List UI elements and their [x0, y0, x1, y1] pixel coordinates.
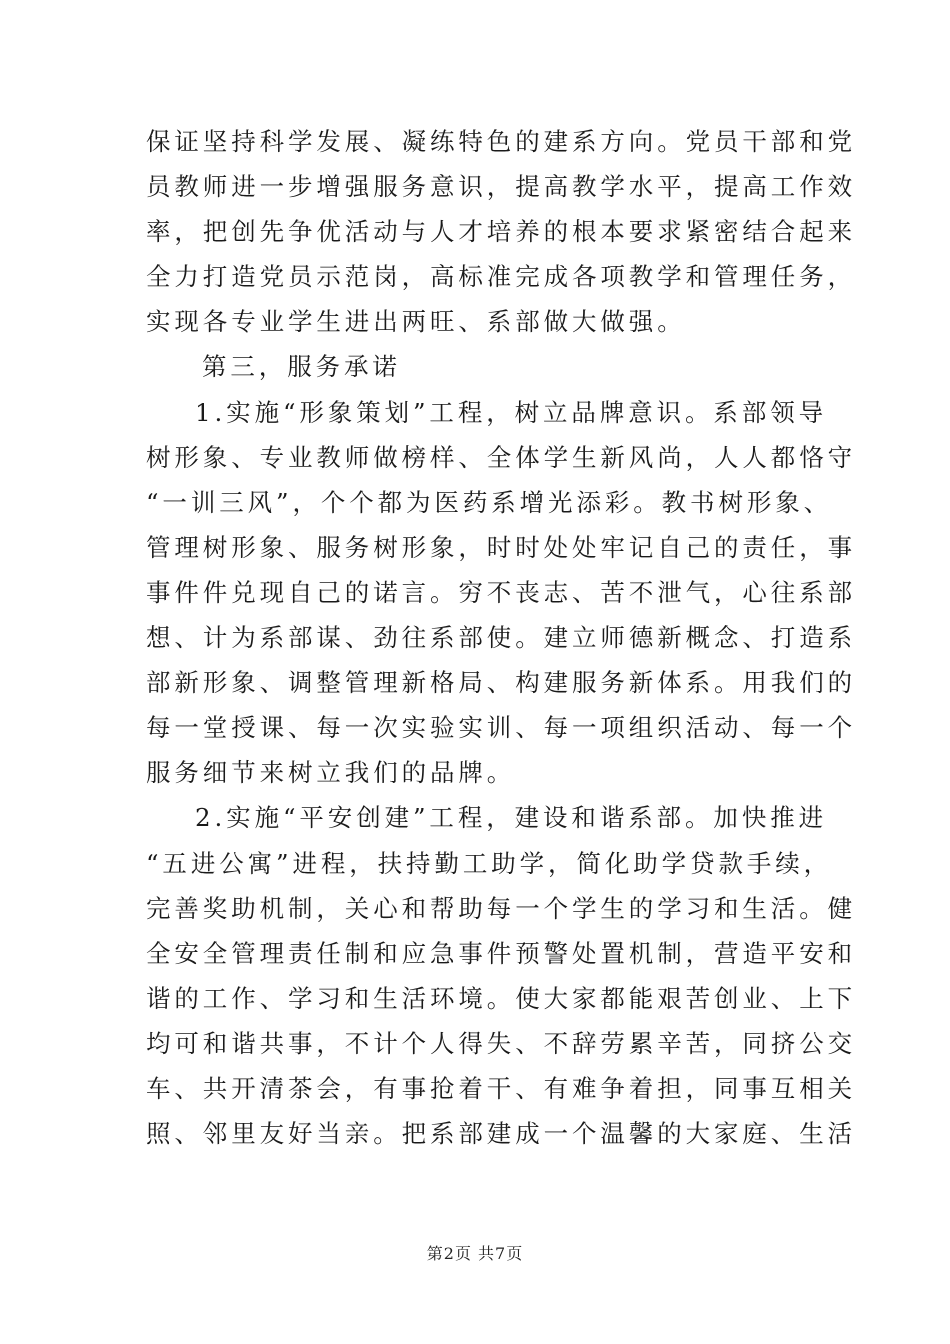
- text-line: 完善奖助机制，关心和帮助每一个学生的学习和生活。健: [146, 893, 856, 923]
- text-line: 谐的工作、学习和生活环境。使大家都能艰苦创业、上下: [146, 983, 856, 1013]
- text-line: 全安全管理责任制和应急事件预警处置机制，营造平安和: [146, 938, 856, 968]
- text-line: 车、共开清茶会，有事抢着干、有难争着担，同事互相关: [146, 1073, 856, 1103]
- text-line: 率，把创先争优活动与人才培养的根本要求紧密结合起来: [146, 217, 856, 247]
- page-number-footer: 第2页 共7页: [426, 1244, 524, 1263]
- section-heading: 第三，服务承诺: [202, 352, 401, 382]
- text-line: 均可和谐共事，不计个人得失、不辞劳累辛苦，同挤公交: [146, 1028, 856, 1058]
- text-line: 全力打造党员示范岗，高标准完成各项教学和管理任务，: [146, 262, 856, 292]
- text-line: “一训三风”，个个都为医药系增光添彩。教书树形象、: [146, 487, 833, 517]
- text-line: 树形象、专业教师做榜样、全体学生新风尚，人人都恪守: [146, 442, 856, 472]
- text-line: “五进公寓”进程，扶持勤工助学，简化助学贷款手续，: [146, 848, 833, 878]
- body-text: [146, 119, 856, 1156]
- text-line: 每一堂授课、每一次实验实训、每一项组织活动、每一个: [146, 713, 856, 743]
- text-line: 事件件兑现自己的诺言。穷不丧志、苦不泄气，心往系部: [146, 577, 856, 607]
- text-line: 2.实施“平安创建”工程，建设和谐系部。加快推进: [195, 803, 828, 833]
- text-line: 保证坚持科学发展、凝练特色的建系方向。党员干部和党: [146, 127, 856, 156]
- text-line: 1.实施“形象策划”工程，树立品牌意识。系部领导: [195, 397, 828, 427]
- text-line: 员教师进一步增强服务意识，提高教学水平，提高工作效: [146, 172, 856, 202]
- text-line: 管理树形象、服务树形象，时时处处牢记自己的责任，事: [146, 532, 856, 562]
- text-line: 照、邻里友好当亲。把系部建成一个温馨的大家庭、生活: [146, 1119, 856, 1149]
- text-line: 实现各专业学生进出两旺、系部做大做强。: [146, 307, 686, 337]
- text-line: 部新形象、调整管理新格局、构建服务新体系。用我们的: [146, 668, 856, 698]
- text-line: 想、计为系部谋、劲往系部使。建立师德新概念、打造系: [146, 623, 856, 653]
- text-line: 服务细节来树立我们的品牌。: [146, 758, 516, 788]
